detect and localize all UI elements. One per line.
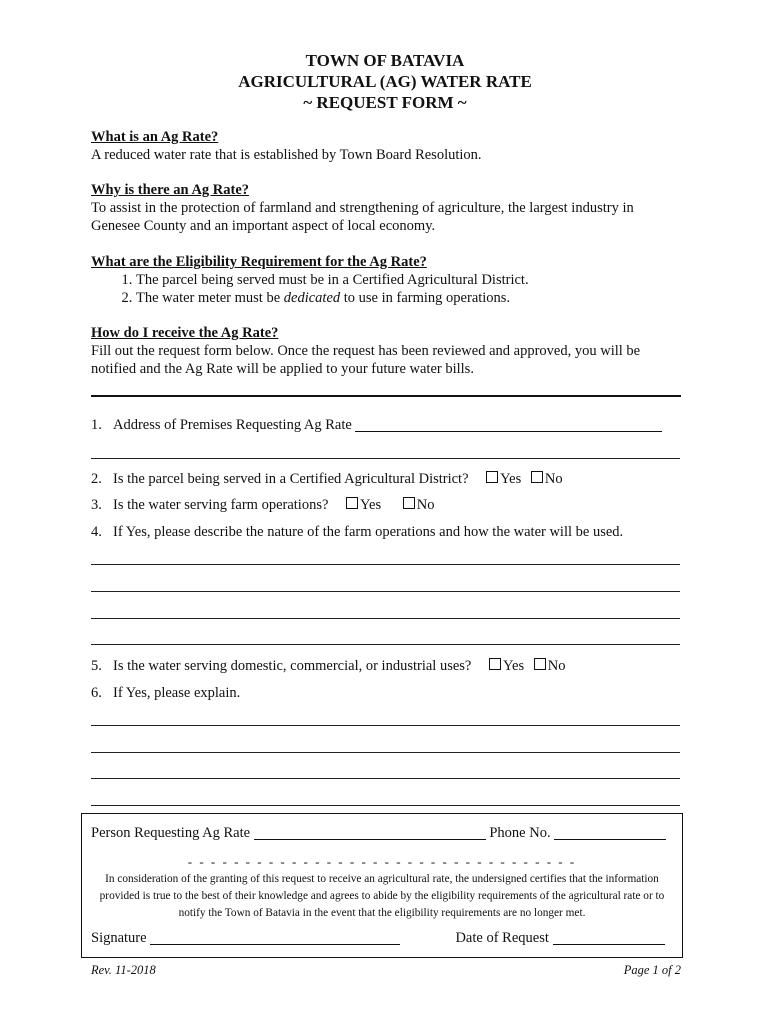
explanation-line[interactable] [91, 778, 680, 779]
date-of-request-label: Date of Request [455, 930, 549, 946]
question-6-text: If Yes, please explain. [113, 685, 241, 701]
form-subtitle: AGRICULTURAL (AG) WATER RATE [238, 72, 532, 91]
eligibility-list [91, 271, 681, 307]
q2-yes-label: Yes [500, 471, 522, 487]
section-divider [91, 395, 681, 397]
section-eligibility [91, 253, 681, 307]
q2-yes-checkbox[interactable] [486, 471, 498, 483]
explanation-line[interactable] [91, 725, 680, 726]
q5-no-checkbox[interactable] [534, 658, 546, 670]
question-2-text: Is the parcel being served in a Certified Agricultural District? [113, 471, 469, 487]
revision-label: Rev. 11-2018 [91, 963, 156, 977]
person-requesting-field[interactable] [254, 825, 486, 840]
q5-yes-checkbox[interactable] [489, 658, 501, 670]
section-what [91, 128, 681, 164]
date-of-request-field[interactable] [553, 930, 665, 945]
address-line-2[interactable] [91, 458, 680, 459]
person-requesting-label: Person Requesting Ag Rate [91, 825, 251, 841]
section-eligibility-heading: What are the Eligibility Requirement for the Ag Rate? [91, 254, 427, 270]
question-1: 1. Address of Premises Requesting Ag Rate [91, 416, 662, 434]
signature-field[interactable] [150, 930, 400, 945]
q2-no-checkbox[interactable] [531, 471, 543, 483]
explanation-line[interactable] [91, 752, 680, 753]
question-5: 5. Is the water serving domestic, commercial, or industrial uses? Yes No [91, 658, 566, 674]
section-how [91, 324, 681, 378]
q5-yes-label: Yes [503, 658, 525, 674]
address-field[interactable] [355, 417, 662, 432]
question-1-text: Address of Premises Requesting Ag Rate [113, 417, 352, 433]
question-2: 2. Is the parcel being served in a Certified Agricultural District? Yes No [91, 471, 563, 487]
q3-yes-label: Yes [360, 497, 382, 513]
section-what-heading: What is an Ag Rate? [91, 129, 219, 145]
question-4: 4. If Yes, please describe the nature of the farm operations and how the water will be used. [91, 524, 624, 540]
certification-text: In consideration of the granting of this request to receive an agricultural rate, the undersigned certifies that the information provided is true to the best of their knowledge and agrees to abide by the eligibility requirements of the agricultural rate or to notify the Town of Batavia in the event that the eligibility requirements are no longer met. [99, 873, 665, 919]
signature-label: Signature [91, 930, 147, 946]
q3-no-checkbox[interactable] [403, 497, 415, 509]
town-title: TOWN OF BATAVIA [305, 51, 465, 70]
farm-description-line[interactable] [91, 644, 680, 645]
dash-separator: - - - - - - - - - - - - - - - - - - - - - - - - - - - - - - - - - - [187, 854, 577, 869]
phone-label: Phone No. [489, 825, 551, 841]
question-4-text: If Yes, please describe the nature of the farm operations and how the water will be used. [113, 524, 624, 540]
section-why-heading: Why is there an Ag Rate? [91, 182, 250, 198]
question-3-text: Is the water serving farm operations? [113, 497, 329, 513]
page-number: Page 1 of 2 [623, 963, 681, 977]
explanation-line[interactable] [91, 805, 680, 806]
q3-no-label: No [416, 497, 435, 513]
section-how-heading: How do I receive the Ag Rate? [91, 325, 279, 341]
section-what-text: A reduced water rate that is established by Town Board Resolution. [91, 147, 482, 163]
farm-description-line[interactable] [91, 564, 680, 565]
eligibility-item: 2. The water meter must be dedicated to use in farming operations. [136, 289, 681, 307]
certification-box [81, 813, 683, 958]
eligibility-item: 1. The parcel being served must be in a Certified Agricultural District. [136, 271, 681, 289]
section-why-text: To assist in the protection of farmland and strengthening of agriculture, the largest industry in Genesee County and an important aspect of local economy. [91, 200, 634, 234]
farm-description-line[interactable] [91, 618, 680, 619]
section-why [91, 181, 681, 235]
section-how-text: Fill out the request form below. Once the request has been reviewed and approved, you will be notified and the Ag Rate will be applied to your future water bills. [91, 343, 641, 377]
farm-description-line[interactable] [91, 591, 680, 592]
question-6: 6. If Yes, please explain. [91, 685, 241, 701]
phone-field[interactable] [554, 825, 666, 840]
q2-no-label: No [544, 471, 563, 487]
question-3: 3. Is the water serving farm operations? Yes No [91, 497, 435, 513]
q3-yes-checkbox[interactable] [346, 497, 358, 509]
signature-row [91, 930, 665, 947]
q5-no-label: No [547, 658, 566, 674]
form-type-title: ~ REQUEST FORM ~ [303, 93, 467, 112]
question-5-text: Is the water serving domestic, commercial, or industrial uses? [113, 658, 472, 674]
requester-row [91, 825, 666, 842]
